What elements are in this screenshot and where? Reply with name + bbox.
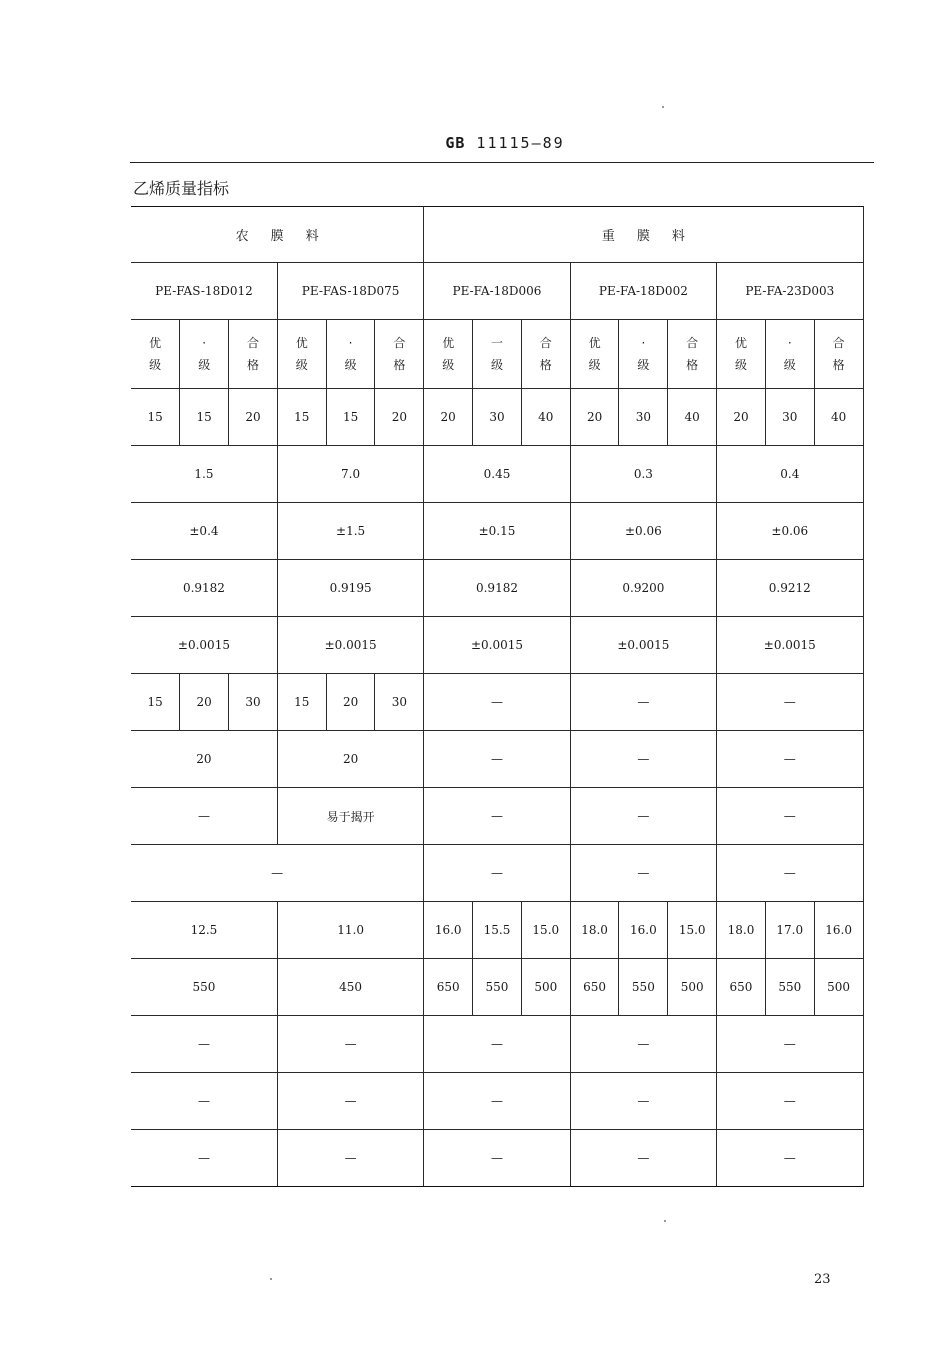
cell: 15 [326, 389, 375, 446]
cell: 20 [326, 674, 375, 731]
cell: 7.0 [277, 446, 423, 503]
cell: 20 [229, 389, 278, 446]
page-number: 23 [814, 1272, 831, 1287]
cell: ±0.0015 [424, 617, 570, 674]
cell: — [131, 1073, 277, 1130]
table-row [131, 1130, 863, 1187]
cell: 20 [131, 731, 277, 788]
sub-first: 一 级 [473, 320, 522, 389]
table-caption: 乙烯质量指标 [133, 179, 230, 198]
cell: 0.9182 [424, 560, 570, 617]
cell: — [570, 674, 716, 731]
cell: 30 [375, 674, 424, 731]
cell: 30 [619, 389, 668, 446]
cell: — [717, 1073, 863, 1130]
table-row [131, 263, 863, 320]
sub-pass: 合 格 [668, 320, 717, 389]
cell: 40 [668, 389, 717, 446]
cell: 500 [668, 959, 717, 1016]
cell: 20 [277, 731, 423, 788]
table-row [131, 1073, 863, 1130]
grade-header: PE-FAS-18D075 [277, 263, 423, 320]
cell: — [424, 788, 570, 845]
cell: 15 [131, 389, 180, 446]
table-row [131, 560, 863, 617]
cell: — [717, 788, 863, 845]
cell: 550 [473, 959, 522, 1016]
table-row [131, 788, 863, 845]
cell: 0.9182 [131, 560, 277, 617]
cell: — [570, 1130, 716, 1187]
cell: — [570, 1073, 716, 1130]
cell: 500 [814, 959, 863, 1016]
cell: — [424, 674, 570, 731]
cell: ±0.0015 [277, 617, 423, 674]
cell: — [131, 845, 424, 902]
quality-spec-table [131, 206, 864, 1187]
cell: 550 [765, 959, 814, 1016]
table-row [131, 320, 863, 389]
cell: ±0.0015 [717, 617, 863, 674]
table-row [131, 959, 863, 1016]
cell: 11.0 [277, 902, 423, 959]
cell: 0.9195 [277, 560, 423, 617]
cell: 650 [717, 959, 766, 1016]
cell: 500 [521, 959, 570, 1016]
sub-first: · 级 [619, 320, 668, 389]
table-row [131, 674, 863, 731]
table-row [131, 389, 863, 446]
cell: — [570, 845, 716, 902]
scan-speck [664, 1220, 666, 1222]
cell: 0.4 [717, 446, 863, 503]
table-row [131, 503, 863, 560]
cell: 18.0 [717, 902, 766, 959]
cell: — [277, 1130, 423, 1187]
cell: 550 [619, 959, 668, 1016]
group-agri-film: 农膜料 [131, 207, 424, 263]
sub-premium: 优 级 [717, 320, 766, 389]
cell: 易于揭开 [277, 788, 423, 845]
grade-header: PE-FA-23D003 [717, 263, 863, 320]
cell: 20 [424, 389, 473, 446]
cell: 40 [521, 389, 570, 446]
cell: ±0.0015 [570, 617, 716, 674]
sub-premium: 优 级 [131, 320, 180, 389]
cell: — [424, 1130, 570, 1187]
cell: 15 [131, 674, 180, 731]
standard-code: 11115—89 [476, 134, 565, 152]
cell: ±1.5 [277, 503, 423, 560]
table-row [131, 446, 863, 503]
cell: — [717, 845, 863, 902]
standard-number [0, 134, 950, 152]
cell: — [570, 788, 716, 845]
cell: — [131, 1130, 277, 1187]
cell: 450 [277, 959, 423, 1016]
table-row [131, 207, 863, 263]
cell: 16.0 [424, 902, 473, 959]
cell: 650 [570, 959, 619, 1016]
sub-pass: 合 格 [814, 320, 863, 389]
group-heavy-film: 重膜料 [424, 207, 863, 263]
scan-speck [270, 1278, 272, 1280]
cell: 15 [277, 674, 326, 731]
cell: — [424, 1016, 570, 1073]
cell: — [424, 845, 570, 902]
grade-header: PE-FA-18D006 [424, 263, 570, 320]
cell: 15.5 [473, 902, 522, 959]
sub-premium: 优 级 [424, 320, 473, 389]
cell: 15.0 [521, 902, 570, 959]
cell: 16.0 [619, 902, 668, 959]
header-rule [130, 162, 874, 163]
table-row [131, 902, 863, 959]
cell: 17.0 [765, 902, 814, 959]
cell: — [277, 1016, 423, 1073]
sub-pass: 合 格 [375, 320, 424, 389]
cell: 1.5 [131, 446, 277, 503]
cell: 40 [814, 389, 863, 446]
cell: — [277, 1073, 423, 1130]
cell: — [717, 731, 863, 788]
cell: — [570, 1016, 716, 1073]
cell: 15 [277, 389, 326, 446]
cell: — [131, 788, 277, 845]
grade-header: PE-FAS-18D012 [131, 263, 277, 320]
sub-first: · 级 [180, 320, 229, 389]
cell: 30 [473, 389, 522, 446]
cell: 0.45 [424, 446, 570, 503]
cell: — [131, 1016, 277, 1073]
cell: ±0.15 [424, 503, 570, 560]
cell: ±0.06 [570, 503, 716, 560]
cell: — [717, 1016, 863, 1073]
table-row [131, 617, 863, 674]
cell: 650 [424, 959, 473, 1016]
sub-pass: 合 格 [521, 320, 570, 389]
cell: — [570, 731, 716, 788]
cell: 20 [375, 389, 424, 446]
cell: ±0.0015 [131, 617, 277, 674]
cell: — [717, 1130, 863, 1187]
grade-header: PE-FA-18D002 [570, 263, 716, 320]
cell: — [717, 674, 863, 731]
cell: 30 [229, 674, 278, 731]
sub-premium: 优 级 [570, 320, 619, 389]
cell: 12.5 [131, 902, 277, 959]
scan-speck [662, 106, 664, 108]
cell: 20 [717, 389, 766, 446]
cell: 550 [131, 959, 277, 1016]
cell: ±0.06 [717, 503, 863, 560]
cell: 15.0 [668, 902, 717, 959]
cell: 16.0 [814, 902, 863, 959]
standard-prefix: GB [445, 134, 466, 152]
cell: — [424, 731, 570, 788]
cell: ±0.4 [131, 503, 277, 560]
sub-first: · 级 [765, 320, 814, 389]
cell: 20 [180, 674, 229, 731]
cell: 0.9200 [570, 560, 716, 617]
cell: 30 [765, 389, 814, 446]
sub-premium: 优 级 [277, 320, 326, 389]
table-row [131, 731, 863, 788]
cell: 20 [570, 389, 619, 446]
cell: 0.9212 [717, 560, 863, 617]
table-row [131, 845, 863, 902]
cell: 15 [180, 389, 229, 446]
cell: 18.0 [570, 902, 619, 959]
sub-pass: 合 格 [229, 320, 278, 389]
sub-first: · 级 [326, 320, 375, 389]
cell: 0.3 [570, 446, 716, 503]
cell: — [424, 1073, 570, 1130]
table-row [131, 1016, 863, 1073]
